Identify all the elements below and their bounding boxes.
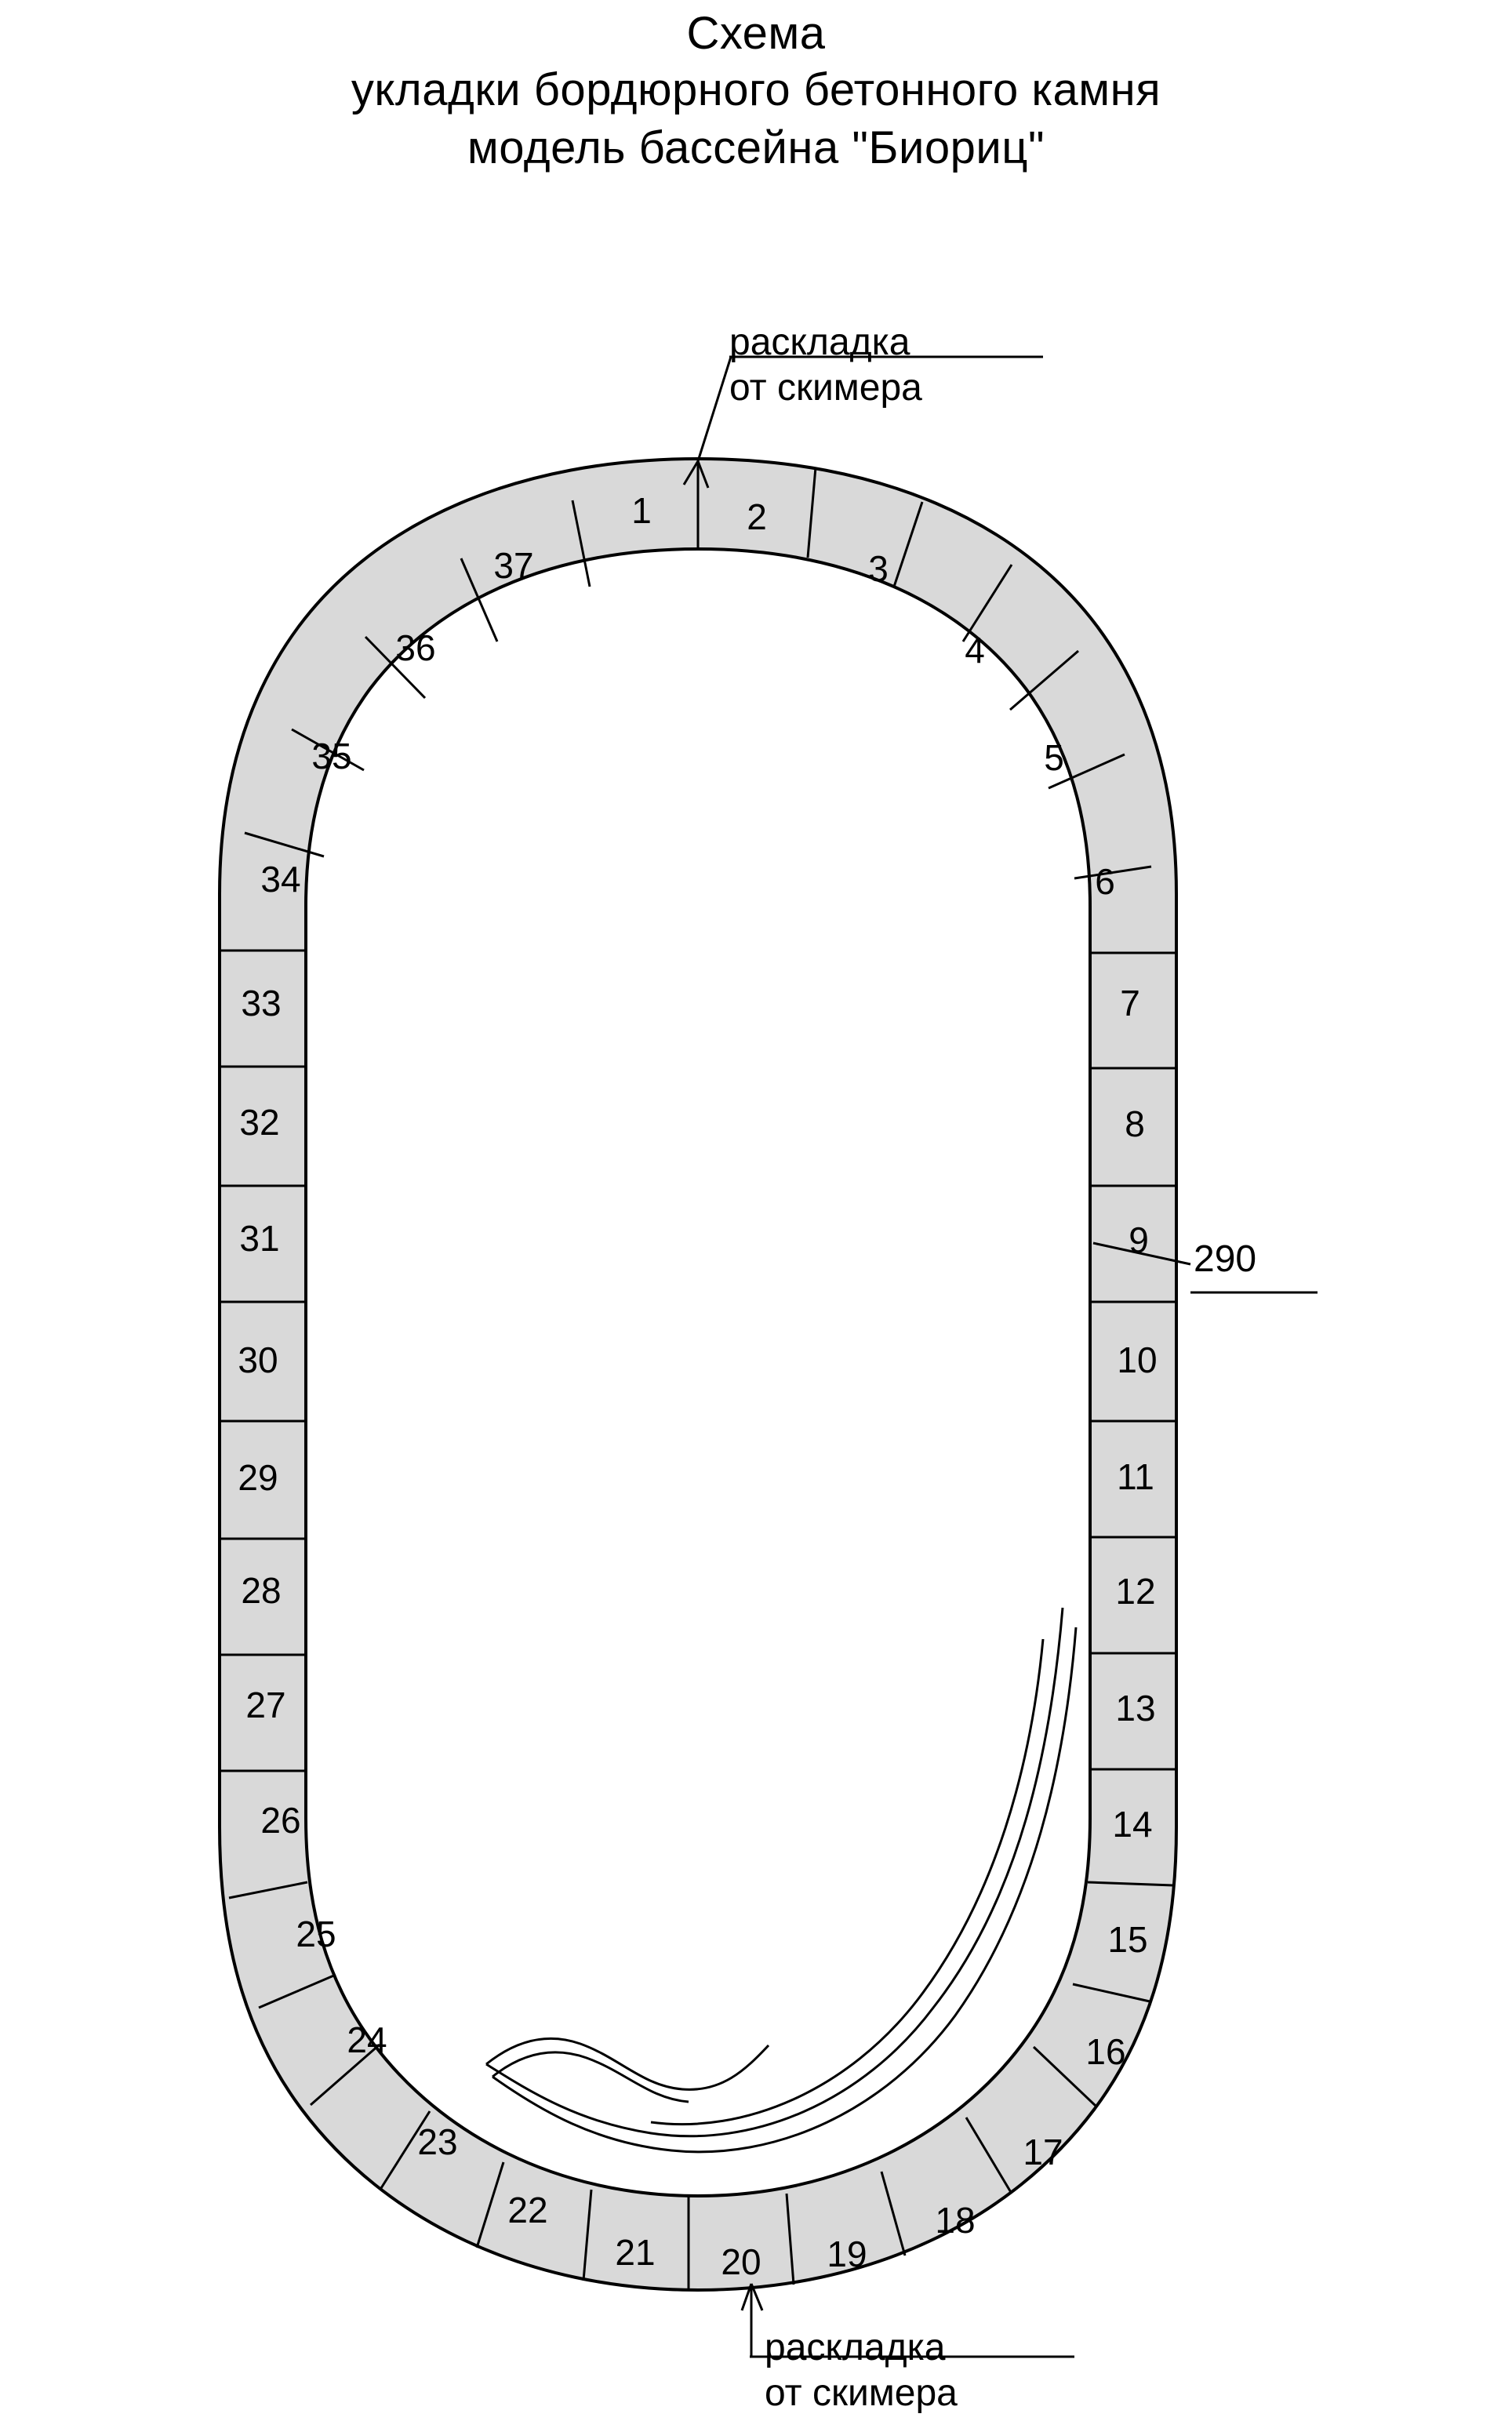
stone-label: 17 (1023, 2132, 1063, 2173)
stone-label: 37 (493, 545, 534, 587)
stone-label: 1 (631, 490, 652, 532)
stone-label: 21 (615, 2232, 656, 2274)
stone-label: 30 (238, 1340, 278, 1381)
stone-label: 10 (1117, 1340, 1158, 1381)
stone-label: 14 (1112, 1804, 1153, 1845)
stone-label: 26 (260, 1800, 301, 1841)
stone-label: 24 (347, 2019, 387, 2061)
callout-top-line-2: от скимера (729, 367, 922, 409)
stone-label: 20 (721, 2241, 761, 2283)
stone-label: 23 (417, 2121, 458, 2163)
title-line-2: укладки бордюрного бетонного камня (351, 64, 1161, 115)
stone-label: 35 (311, 736, 352, 777)
stone-label: 9 (1129, 1220, 1149, 1261)
stone-label: 34 (260, 859, 301, 900)
stone-label: 6 (1095, 861, 1115, 903)
stone-label: 4 (965, 630, 985, 671)
stone-label: 18 (935, 2200, 976, 2241)
stone-label: 13 (1115, 1688, 1156, 1729)
stone-label: 31 (239, 1218, 280, 1260)
callout-bottom-line-1: раскладка (765, 2327, 946, 2368)
stone-label: 16 (1085, 2031, 1126, 2073)
stone-label: 12 (1115, 1571, 1156, 1612)
stone-label: 29 (238, 1457, 278, 1499)
stone-label: 15 (1107, 1919, 1148, 1961)
stone-label: 3 (868, 548, 889, 590)
stone-label: 32 (239, 1102, 280, 1143)
callout-bottom-line-2: от скимера (765, 2372, 958, 2414)
stone-label: 22 (507, 2190, 548, 2231)
border-ring (220, 459, 1176, 2290)
stone-label: 19 (827, 2234, 867, 2275)
title-line-3: модель бассейна "Биориц" (467, 122, 1045, 173)
stone-label: 27 (245, 1685, 286, 1726)
stone-label: 5 (1044, 737, 1064, 779)
callout-top-line-1: раскладка (729, 322, 910, 363)
title-line-1: Схема (686, 8, 826, 59)
stone-label: 7 (1120, 983, 1140, 1024)
stone-label: 33 (241, 983, 282, 1024)
dimension-290-label: 290 (1194, 1238, 1257, 1280)
stone-label: 25 (296, 1914, 336, 1955)
stone-label: 28 (241, 1570, 282, 1612)
stone-label: 36 (395, 627, 436, 669)
stone-label: 11 (1117, 1456, 1154, 1498)
stone-label: 2 (747, 496, 767, 538)
stone-label: 8 (1125, 1103, 1145, 1145)
bottom-leader-line (742, 2284, 1074, 2357)
